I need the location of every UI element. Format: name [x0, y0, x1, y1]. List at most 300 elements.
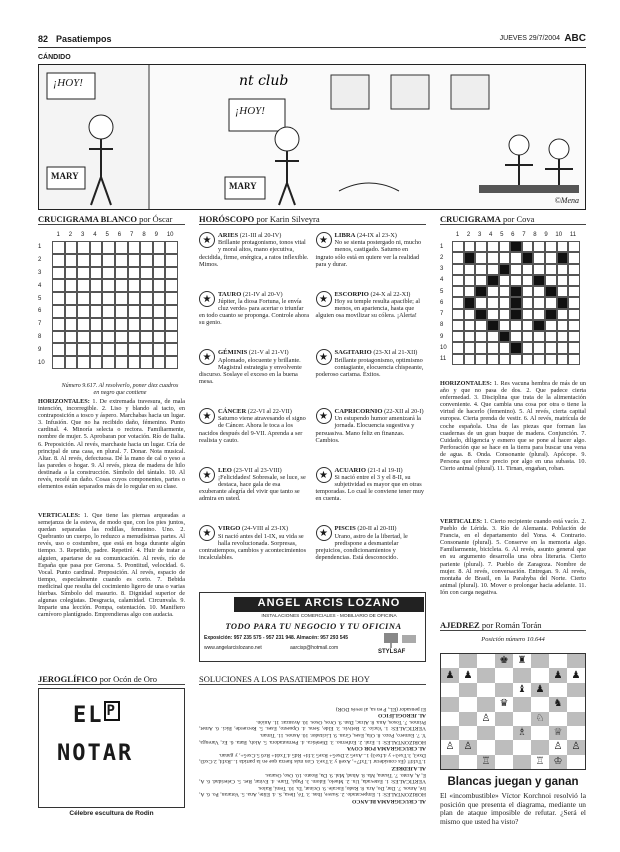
crossword-cell[interactable]: [153, 292, 166, 305]
crossword-cell[interactable]: [452, 275, 464, 286]
crossword-cell[interactable]: [128, 279, 141, 292]
crossword-cell[interactable]: [115, 279, 128, 292]
crossword-cell[interactable]: [499, 275, 511, 286]
sign-dates: (24-X al 22-XI): [370, 290, 411, 298]
horoscope-sign: [199, 349, 310, 408]
crossword-cell[interactable]: [115, 343, 128, 356]
horoscope-sign: [316, 467, 427, 526]
crossword-cell[interactable]: [475, 297, 487, 308]
crossword-black-cell: [510, 342, 522, 353]
crossword-cell[interactable]: [102, 305, 115, 318]
crossword-cell[interactable]: [568, 252, 580, 263]
sign-name: CAPRICORNIO: [334, 408, 383, 415]
crossword-cell[interactable]: [77, 279, 90, 292]
crossword-cell[interactable]: [475, 252, 487, 263]
solution-line: HORIZONTALES: 1. Empecatado. 2. Suave, Ibas. 3. Té, Ilesa, S. 4. Elite, Ana. 5. Votaran, Po. 6. A, Iré, Amos. 7. Dar, Do, Ara. 8. Rado, Encale. 9. Ocinat, Ta. 10. Temí, Ralos.: [199, 784, 426, 798]
crossword-cell[interactable]: [165, 267, 178, 280]
crossword-cell[interactable]: [77, 356, 90, 369]
sign-dates: (23-VII al 23-VIII): [233, 466, 282, 474]
crossword-cell[interactable]: [90, 343, 103, 356]
crossword-blanco-verticales: VERTICALES: 1. Que tiene las piernas arqueadas a semejanza de la esteva, de modo que, con los pies juntos, quedan separadas las rodillas, femenino. Uno. 2. Quebranto un cuerpo, lo reduzco a menudísimas partes. Al revés, uso o costumbre, que está en boga durante algún tiempo. 3. Repetido, padre. Repetiré. 4. Huir de tratar a alguien, apartarse de su comunicación. Al revés, río de España que pasa por Gerona. 5. Prontitud, velocidad. 6. Vocal. Punto cardinal. Preposición. Al revés, espacio de tiempo, especialmente cuando es corto. 7. Bebida medicinal que resulta del cocimiento ligero de una o varias hierbas. Símbolo del masurio. 8. Dignidad superior de algunas colegiatas. Desgracia, calamidad. Circunvala. 9. Imparte una lección. Pompa, ostentación. 10. Manifiero carnívoro plantígrado. Emprendieras algo con audacia.: [38, 512, 186, 619]
advert-web: www.angelarcislozano.net: [204, 645, 262, 651]
crossword-cell[interactable]: [165, 254, 178, 267]
crossword-cell[interactable]: [557, 241, 569, 252]
sign-dates: (22-XII al 20-I): [384, 408, 424, 415]
crossword-cell[interactable]: [128, 241, 141, 254]
solution-line: 1.Txf4!! (Es considerar 1.Txf7+, Axe8 y 3.Txe3. Con más fuerza que en la partida 1...Rxf4, 2.Cxd3, Dxe3, 3.Txe3+ y 4.fxe3) 1...Axe5 2.Dxe5+ Rxe5 3.f4+ Rd5 4.Txd4+ Rc6 5.Cxe5+, y ganan.: [199, 751, 426, 765]
chess-board: [440, 653, 586, 770]
crossword-cell[interactable]: [568, 297, 580, 308]
crossword-cell[interactable]: [452, 297, 464, 308]
crossword-cell[interactable]: [475, 275, 487, 286]
crossword-cell[interactable]: [475, 320, 487, 331]
crossword-cell[interactable]: [557, 320, 569, 331]
crossword-cell[interactable]: [52, 318, 65, 331]
crossword-cell[interactable]: [557, 264, 569, 275]
zodiac-icon: ★: [316, 291, 332, 307]
crossword-cell[interactable]: [464, 309, 476, 320]
crossword-cell[interactable]: [522, 320, 534, 331]
crossword-cell[interactable]: [545, 331, 557, 342]
crossword-cell[interactable]: [128, 356, 141, 369]
crossword-cell[interactable]: [568, 241, 580, 252]
chess-square: ♙: [445, 741, 455, 753]
crossword-cell[interactable]: [65, 318, 78, 331]
chess-square: [567, 712, 585, 726]
sign-text: Si nació entre el 3 y el 8-II, su subjetividad es mayor que en otras temporadas. Lo cual le conviene tener muy en cuenta.: [315, 473, 425, 503]
crossword-cell[interactable]: [65, 254, 78, 267]
crossword-cell[interactable]: [90, 241, 103, 254]
crossword-cell[interactable]: [568, 309, 580, 320]
crossword-cell[interactable]: [522, 286, 534, 297]
crossword-cova-grid: [452, 241, 580, 365]
cartoon-label: CÁNDIDO: [38, 54, 71, 61]
solution-line: El pensador (EL, P en sa, al revés DOR): [335, 705, 426, 712]
crossword-cell[interactable]: [153, 318, 166, 331]
crossword-cell[interactable]: [545, 252, 557, 263]
horoscope-sign: [316, 291, 427, 350]
crossword-cell[interactable]: [65, 267, 78, 280]
chess-square: [567, 654, 585, 668]
crossword-cell[interactable]: [165, 292, 178, 305]
crossword-cell[interactable]: [487, 342, 499, 353]
crossword-cell[interactable]: [487, 331, 499, 342]
crossword-cell[interactable]: [487, 354, 499, 365]
crossword-cell[interactable]: [464, 354, 476, 365]
chess-square: [459, 755, 477, 769]
crossword-cell[interactable]: [140, 343, 153, 356]
crossword-cell[interactable]: [545, 275, 557, 286]
crossword-cell[interactable]: [522, 275, 534, 286]
crossword-cell[interactable]: [52, 267, 65, 280]
crossword-cell[interactable]: [510, 354, 522, 365]
crossword-cell[interactable]: [153, 305, 166, 318]
horoscope-sign: [199, 232, 310, 291]
crossword-cell[interactable]: [522, 331, 534, 342]
crossword-cell[interactable]: [140, 356, 153, 369]
crossword-cell[interactable]: [128, 318, 141, 331]
crossword-cell[interactable]: [128, 254, 141, 267]
chess-square: ♙: [567, 740, 585, 754]
crossword-cell[interactable]: [115, 292, 128, 305]
chess-square: [441, 697, 459, 711]
crossword-cell[interactable]: [165, 343, 178, 356]
crossword-cell[interactable]: [533, 297, 545, 308]
advert-email: aarcisp@hotmail.com: [290, 645, 339, 651]
crossword-cell[interactable]: [522, 342, 534, 353]
rebus-line-2: NOTAR: [57, 741, 134, 766]
cartoon-sign-1: ¡HOY!: [53, 77, 83, 89]
zodiac-icon: ★: [199, 232, 215, 248]
crossword-cell[interactable]: [499, 320, 511, 331]
crossword-cell[interactable]: [77, 292, 90, 305]
sign-dates: (21-I al 19-II): [367, 466, 403, 474]
crossword-cell[interactable]: [568, 286, 580, 297]
crossword-cell[interactable]: [77, 254, 90, 267]
crossword-black-cell: [557, 252, 569, 263]
crossword-black-cell: [464, 297, 476, 308]
crossword-blanco-title: CRUCIGRAMA BLANCO por Óscar: [38, 214, 185, 225]
chess-square: ♙: [459, 740, 477, 754]
crossword-cell[interactable]: [52, 241, 65, 254]
crossword-cell[interactable]: [533, 309, 545, 320]
crossword-cell[interactable]: [65, 305, 78, 318]
crossword-cell[interactable]: [464, 320, 476, 331]
crossword-cell[interactable]: [65, 279, 78, 292]
zodiac-icon: ★: [199, 408, 215, 424]
sign-text: Aplomado, elocuente y brillante. Magistral estrategia y envolvente discurso. Soslaye el exceso en la buena mesa.: [199, 356, 302, 386]
chess-square: ♙: [553, 741, 563, 753]
crossword-cell[interactable]: [568, 354, 580, 365]
crossword-cell[interactable]: [115, 305, 128, 318]
crossword-cell[interactable]: [165, 318, 178, 331]
crossword-cell[interactable]: [522, 309, 534, 320]
crossword-cell[interactable]: [464, 286, 476, 297]
crossword-cell[interactable]: [510, 320, 522, 331]
horoscope-title: HORÓSCOPO por Karin Silveyra: [199, 214, 426, 225]
chess-square: [531, 726, 549, 740]
crossword-cell[interactable]: [115, 331, 128, 344]
newspaper-logo: ABC: [564, 33, 586, 44]
crossword-cell[interactable]: [452, 264, 464, 275]
chess-square: ♘: [531, 712, 549, 726]
sign-name: CÁNCER: [218, 408, 247, 415]
crossword-cell[interactable]: [102, 331, 115, 344]
crossword-cell[interactable]: [153, 241, 166, 254]
crossword-cell[interactable]: [452, 354, 464, 365]
crossword-cell[interactable]: [568, 275, 580, 286]
crossword-cell[interactable]: [522, 297, 534, 308]
crossword-cell[interactable]: [533, 342, 545, 353]
advert[interactable]: [199, 592, 426, 662]
crossword-cell[interactable]: [140, 305, 153, 318]
solution-line: HORIZONTALES: 1. Eral. 2. Enfermo. 3. Dietética. 4. Permutadora. 5. Aloh, Bata. 6. Ec, Varenga, Y. 7. Esmero, Pozo. 8. Ola, Eses, Gran. 9. Licitador. 10. Asnos. 11. Timan.: [199, 732, 426, 745]
crossword-cell[interactable]: [568, 264, 580, 275]
crossword-cell[interactable]: [102, 254, 115, 267]
crossword-black-cell: [533, 320, 545, 331]
chess-square: ♖: [535, 755, 545, 767]
crossword-cell[interactable]: [128, 292, 141, 305]
chess-square: ♟: [463, 669, 473, 681]
crossword-cell[interactable]: [487, 252, 499, 263]
cartoon-signature: ©Mena: [554, 196, 579, 205]
crossword-cell[interactable]: [568, 320, 580, 331]
crossword-cell[interactable]: [499, 252, 511, 263]
crossword-cell[interactable]: [452, 309, 464, 320]
crossword-cell[interactable]: [165, 279, 178, 292]
crossword-cell[interactable]: [77, 331, 90, 344]
crossword-black-cell: [487, 275, 499, 286]
sign-text: Júpiter, la diosa Fortuna, le envía cluz verde» para acertar o triunfar en todo cuanto se proponga. Controle ahora su genio.: [199, 297, 309, 327]
chess-square: [549, 712, 567, 726]
crossword-cell[interactable]: [115, 241, 128, 254]
crossword-cell[interactable]: [77, 318, 90, 331]
crossword-cell[interactable]: [510, 252, 522, 263]
chess-square: [567, 683, 585, 697]
crossword-cell[interactable]: [533, 252, 545, 263]
crossword-cell[interactable]: [102, 318, 115, 331]
crossword-cell[interactable]: [90, 356, 103, 369]
crossword-cell[interactable]: [77, 241, 90, 254]
crossword-cell[interactable]: [102, 292, 115, 305]
zodiac-icon: ★: [199, 525, 215, 541]
crossword-cell[interactable]: [452, 320, 464, 331]
crossword-cell[interactable]: [153, 343, 166, 356]
zodiac-icon: ★: [316, 408, 332, 424]
advert-subtitle: INSTALACIONES COMERCIALES - MOBILIARIO DE OFICINA: [261, 614, 397, 619]
crossword-cell[interactable]: [545, 342, 557, 353]
cartoon-sign-2: ¡HOY!: [235, 105, 265, 117]
crossword-cell[interactable]: [65, 292, 78, 305]
crossword-cell[interactable]: [77, 343, 90, 356]
chess-square: [513, 740, 531, 754]
crossword-cell[interactable]: [140, 318, 153, 331]
crossword-cell[interactable]: [499, 286, 511, 297]
crossword-cell[interactable]: [153, 254, 166, 267]
crossword-cell[interactable]: [452, 331, 464, 342]
crossword-cell[interactable]: [499, 309, 511, 320]
sign-name: SAGITARIO: [334, 349, 372, 357]
rebus-title: JEROGLÍFICO por Ocón de Oro: [38, 674, 185, 685]
chess-square: [531, 697, 549, 711]
sign-text: No se sienta postergado ni, mucho menos, castigado. Saturno en ingrato sólo está en quiere ver la realidad para y durar.: [315, 239, 422, 268]
sign-name: GÉMINIS: [218, 349, 248, 357]
crossword-cell[interactable]: [165, 305, 178, 318]
crossword-cell[interactable]: [557, 331, 569, 342]
solution-line: AL JEROGLÍFICO: [377, 712, 426, 719]
crossword-cell[interactable]: [52, 279, 65, 292]
crossword-cell[interactable]: [65, 331, 78, 344]
crossword-cell[interactable]: [568, 331, 580, 342]
chess-square: ♟: [531, 683, 549, 697]
crossword-cell[interactable]: [452, 252, 464, 263]
crossword-cell[interactable]: [153, 331, 166, 344]
issue-date: JUEVES 29/7/2004: [499, 35, 560, 42]
crossword-cell[interactable]: [52, 254, 65, 267]
crossword-cell[interactable]: [128, 331, 141, 344]
crossword-cell[interactable]: [52, 356, 65, 369]
crossword-cova-col-numbers: 1 2 3 4 5 6 7 8 9 10 11: [455, 232, 577, 238]
chess-square: [495, 726, 513, 740]
chess-title: AJEDREZ por Román Torán: [440, 620, 586, 631]
crossword-cell[interactable]: [464, 264, 476, 275]
crossword-cell[interactable]: [115, 356, 128, 369]
crossword-cell[interactable]: [533, 264, 545, 275]
crossword-cell[interactable]: [510, 264, 522, 275]
chess-square: [531, 668, 549, 682]
crossword-cell[interactable]: [65, 241, 78, 254]
crossword-cell[interactable]: [65, 356, 78, 369]
crossword-cova-title: CRUCIGRAMA por Cova: [440, 214, 586, 225]
crossword-cell[interactable]: [475, 342, 487, 353]
crossword-cell[interactable]: [545, 264, 557, 275]
crossword-cell[interactable]: [140, 279, 153, 292]
chess-square: [513, 668, 531, 682]
crossword-cell[interactable]: [128, 343, 141, 356]
crossword-cell[interactable]: [140, 267, 153, 280]
crossword-cell[interactable]: [90, 267, 103, 280]
crossword-cell[interactable]: [533, 331, 545, 342]
crossword-cell[interactable]: [475, 264, 487, 275]
crossword-cell[interactable]: [557, 286, 569, 297]
crossword-cell[interactable]: [557, 354, 569, 365]
crossword-cell[interactable]: [52, 292, 65, 305]
crossword-cell[interactable]: [522, 354, 534, 365]
chess-square: ♟: [571, 669, 581, 681]
crossword-cell[interactable]: [102, 241, 115, 254]
crossword-cell[interactable]: [545, 354, 557, 365]
crossword-cell[interactable]: [102, 343, 115, 356]
crossword-cell[interactable]: [165, 241, 178, 254]
crossword-cell[interactable]: [90, 254, 103, 267]
crossword-cell[interactable]: [557, 309, 569, 320]
crossword-cell[interactable]: [452, 286, 464, 297]
crossword-cell[interactable]: [545, 320, 557, 331]
crossword-cell[interactable]: [90, 279, 103, 292]
chess-square: [531, 740, 549, 754]
sign-name: VIRGO: [218, 525, 241, 533]
chess-square: [495, 683, 513, 697]
crossword-cell[interactable]: [464, 275, 476, 286]
crossword-cell[interactable]: [464, 342, 476, 353]
crossword-cell[interactable]: [522, 241, 534, 252]
chess-square: [477, 683, 495, 697]
sign-text: ¡Felicidades! Sobresale, se luce, se destaca, hace gala de esa exuberante alegría del vivir que tanto se admira en usted.: [199, 473, 306, 503]
crossword-cell[interactable]: [452, 342, 464, 353]
crossword-cell[interactable]: [557, 342, 569, 353]
crossword-black-cell: [499, 264, 511, 275]
crossword-black-cell: [545, 309, 557, 320]
crossword-cell[interactable]: [128, 267, 141, 280]
club-sign: nt club: [239, 73, 289, 89]
crossword-cell[interactable]: [165, 356, 178, 369]
crossword-cell[interactable]: [90, 305, 103, 318]
crossword-cell[interactable]: [165, 331, 178, 344]
crossword-cell[interactable]: [475, 331, 487, 342]
zodiac-icon: ★: [199, 291, 215, 307]
crossword-cell[interactable]: [115, 318, 128, 331]
crossword-cell[interactable]: [65, 343, 78, 356]
crossword-cell[interactable]: [487, 286, 499, 297]
crossword-cell[interactable]: [102, 279, 115, 292]
chess-headline: Blancas juegan y ganan: [447, 776, 579, 788]
crossword-cova-verticales: VERTICALES: 1. Cierto recipiente cuando está vacío. 2. Pueblo de Lérida. 3. Río de Alemania. Población de Francia, en el departamento del Yona. 4. Contrario. Consonante (plural). 5. Conserve en la memoria algo. Familiarmente, bicicleta. 6. Al revés, asunto general que en su argumento desarrolla una obra literaria. Cierto pariente (plural). 7. Pueblo de Zaragoza. Nombre de mujer. 8. Al revés, conversación. Entregan. 9. Al revés, montaña de Brasil, en la Parahyba del Norte. Cierto animal (plural). 10. Mover o prolongar hacia adelante. 11. Ión con carga negativa.: [440, 518, 586, 596]
horoscope-sign: [199, 291, 310, 350]
chess-square: [477, 697, 495, 711]
crossword-cell[interactable]: [77, 305, 90, 318]
crossword-cell[interactable]: [115, 267, 128, 280]
crossword-cell[interactable]: [90, 331, 103, 344]
crossword-cell[interactable]: [102, 356, 115, 369]
crossword-cell[interactable]: [140, 254, 153, 267]
crossword-cell[interactable]: [90, 318, 103, 331]
crossword-cell[interactable]: [487, 241, 499, 252]
crossword-cell[interactable]: [475, 354, 487, 365]
sign-dates: (22-VI al 22-VII): [247, 408, 292, 415]
chess-square: [477, 740, 495, 754]
sign-text: Un estupendo humor amenizará la jornada. Elocuencia sugestiva y persuasiva. Mano feliz en finanzas. Cambios.: [315, 415, 421, 444]
crossword-black-cell: [522, 252, 534, 263]
crossword-cell[interactable]: [77, 267, 90, 280]
crossword-cell[interactable]: [90, 292, 103, 305]
chess-square: [531, 654, 549, 668]
crossword-cell[interactable]: [533, 354, 545, 365]
crossword-cell[interactable]: [557, 275, 569, 286]
crossword-cell[interactable]: [475, 241, 487, 252]
crossword-cova-horizontales: HORIZONTALES: 1. Res vacuna hembra de más de un año y que no pasa de dos. 2. Que padece cierta enfermedad. 3. Disciplina que trata de la alimentación conveniente. 4. Que cambia una cosa por otra o tiene la virtud de hacerlo (femenino). 5. Al revés, cierta capital europea. Cierta prenda de vestir. 6. Al revés, matrícula de coche española. Una de las piezas que forman las cuadernas de un gran buque de madera. Conjunción. 7. Cuidado, diligencia y esmero que se pone al hacer algo. Perforación que se hace en la tierra para buscar una vena de agua. 8. Onda. Consonante (plural). Apócope. 9. Persona que ofrece precio por algo en una subasta. 10. Cierto animal (plural). 11. Tirnan, engañan, roban.: [440, 380, 586, 473]
crossword-cell[interactable]: [499, 354, 511, 365]
crossword-cell[interactable]: [487, 297, 499, 308]
crossword-cell[interactable]: [140, 241, 153, 254]
crossword-cell[interactable]: [140, 292, 153, 305]
crossword-cell[interactable]: [545, 297, 557, 308]
chess-square: [459, 726, 477, 740]
crossword-cell[interactable]: [499, 342, 511, 353]
crossword-cell[interactable]: [52, 305, 65, 318]
crossword-cell[interactable]: [545, 241, 557, 252]
crossword-cell[interactable]: [128, 305, 141, 318]
crossword-cell[interactable]: [52, 343, 65, 356]
crossword-black-cell: [475, 286, 487, 297]
crossword-cell[interactable]: [153, 267, 166, 280]
crossword-cell[interactable]: [499, 241, 511, 252]
crossword-cell[interactable]: [499, 297, 511, 308]
crossword-cell[interactable]: [487, 309, 499, 320]
page-header: [38, 34, 586, 48]
crossword-cell[interactable]: [510, 331, 522, 342]
crossword-cell[interactable]: [533, 286, 545, 297]
crossword-cell[interactable]: [153, 279, 166, 292]
horoscope-grid: [199, 232, 426, 584]
crossword-cell[interactable]: [522, 264, 534, 275]
sign-name: ACUARIO: [334, 466, 367, 474]
crossword-cell[interactable]: [102, 267, 115, 280]
sign-dates: (21-IV al 20-V): [242, 290, 283, 298]
crossword-cell[interactable]: [533, 241, 545, 252]
crossword-cell[interactable]: [115, 254, 128, 267]
crossword-cell[interactable]: [52, 331, 65, 344]
crossword-cell[interactable]: [153, 356, 166, 369]
crossword-cell[interactable]: [568, 342, 580, 353]
crossword-cell[interactable]: [510, 275, 522, 286]
crossword-cell[interactable]: [140, 331, 153, 344]
crossword-cell[interactable]: [487, 264, 499, 275]
crossword-cell[interactable]: [452, 241, 464, 252]
chess-square: [441, 726, 459, 740]
crossword-cell[interactable]: [464, 241, 476, 252]
crossword-cell[interactable]: [464, 331, 476, 342]
crossword-cova-row-numbers: 1 2 3 4 5 6 7 8 9 10 11: [440, 243, 447, 363]
